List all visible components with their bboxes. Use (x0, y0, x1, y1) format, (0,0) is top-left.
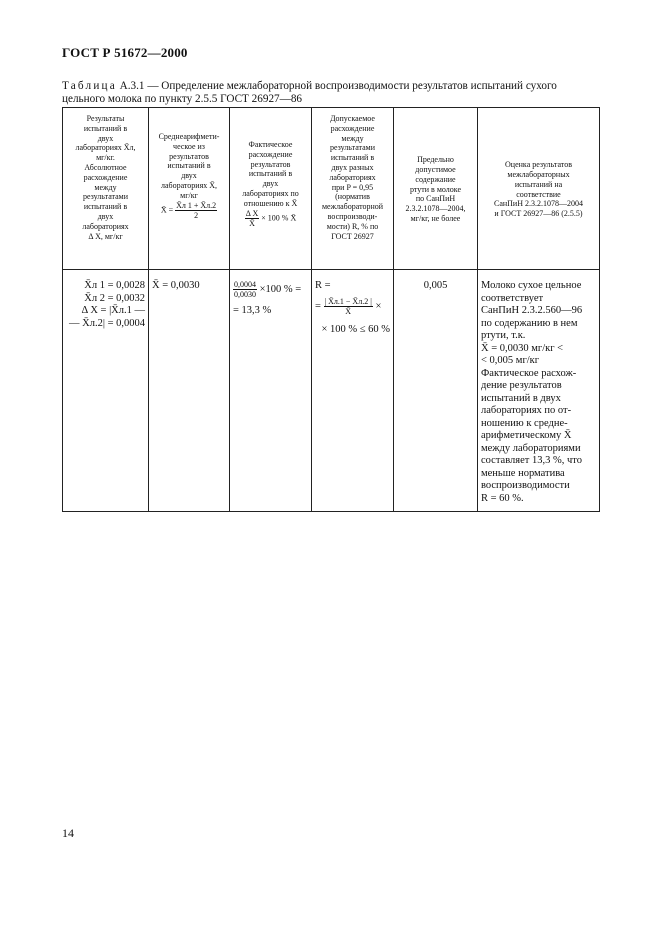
header-col-mean (149, 108, 230, 270)
table-header-row (63, 108, 600, 270)
limit-value: 0,005 (423, 280, 448, 291)
diff-formula (232, 209, 309, 228)
fraction-denominator: 0,0030 (234, 290, 256, 299)
header-text: испытаний в (83, 202, 128, 212)
assessment-line: СанПиН 2.3.2.560—96 (481, 305, 583, 316)
assessment-line: дение результатов (481, 380, 562, 391)
header-text: испытаний в (248, 169, 293, 179)
header-text: межлабораторной (321, 202, 384, 212)
header-text: лабораториях по (242, 188, 299, 198)
diff-calc-fraction (233, 280, 257, 299)
header-text: 2.3.2.1078—2004, (405, 204, 466, 214)
header-text: ртути в молоке (409, 184, 462, 194)
r-times: × (375, 300, 382, 312)
header-text: межлабораторных (507, 169, 570, 179)
header-text: результатов (250, 159, 291, 169)
assessment-line: Молоко сухое цельное (481, 280, 582, 291)
formula-rest: × 100 % X̄ (261, 212, 297, 222)
cell-assessment (478, 270, 600, 512)
fraction-denominator: 2 (194, 210, 199, 220)
header-text: мг/кг. (96, 153, 115, 163)
header-text: ГОСТ 26927 (331, 231, 374, 241)
header-col-actual-diff (230, 108, 312, 270)
mean-fraction (175, 201, 217, 220)
header-text: Результаты (86, 114, 125, 123)
header-text: расхождение (248, 149, 293, 159)
header-text: результатами (329, 143, 376, 153)
header-text: отношению к X̄ (243, 198, 298, 208)
header-text: Абсолютное (84, 162, 127, 172)
assessment-line: воспроизводимости (481, 480, 570, 491)
assessment-line: арифметическому X̄ (481, 430, 572, 441)
header-col-limit (394, 108, 478, 270)
header-text: (норматив (335, 192, 370, 202)
header-text: испытаний на (514, 179, 563, 189)
header-text: допустимое (415, 165, 456, 174)
assessment-line: ношению к средне- (481, 417, 568, 429)
result-lab2: X̄л 2 = 0,0032 (84, 292, 145, 304)
header-text: и ГОСТ 26927—86 (2.5.5) (494, 209, 583, 219)
fraction-denominator: X̄ (345, 306, 352, 316)
header-text: Δ X, мг/кг (88, 231, 123, 241)
header-text: Фактическое (248, 140, 293, 149)
header-text: испытаний в (83, 123, 128, 133)
fraction-denominator: X̄ (249, 218, 255, 228)
header-col-results (63, 108, 149, 270)
header-text: Допускаемое (330, 114, 375, 123)
header-text: двух (97, 133, 114, 143)
header-text: лабораториях (82, 221, 129, 231)
diff-result: = 13,3 % (233, 305, 272, 316)
fraction-numerator: Δ X (245, 208, 259, 218)
header-text: мости) R, % по (326, 221, 379, 231)
assessment-line: по содержанию в нем (481, 317, 578, 329)
table-caption (62, 80, 602, 106)
cell-results (63, 270, 149, 512)
assessment-line: испытаний в двух (481, 392, 561, 404)
header-text: СанПиН 2.3.2.1078—2004 (493, 199, 583, 209)
r-label: R = (315, 280, 331, 291)
fraction-numerator: | X̄л.1 − X̄л.2 | (324, 296, 372, 306)
diff-calc-rest: ×100 % = (259, 283, 302, 295)
assessment-line: < 0,005 мг/кг (481, 355, 540, 366)
cell-limit (394, 270, 478, 512)
header-col-allowed-diff (312, 108, 394, 270)
diff-fraction (245, 209, 259, 228)
assessment-line: лабораториях по от- (481, 405, 572, 416)
header-text: мг/кг (180, 190, 198, 200)
header-text: испытаний в (330, 153, 375, 163)
r-formula (315, 297, 390, 316)
header-text: воспроизводи- (327, 211, 378, 221)
header-text: ческое из (173, 141, 205, 151)
header-text: между (94, 182, 117, 192)
assessment-line: меньше норматива (481, 467, 565, 479)
caption-label: Таблица (62, 80, 117, 92)
assessment-line: ртути, т.к. (481, 330, 526, 341)
r-eq: = (315, 300, 321, 312)
assessment-line: R = 60 %. (481, 492, 524, 504)
assessment-line: Фактическое расхож- (481, 367, 577, 379)
header-text: двух разных (331, 162, 374, 172)
header-text: при P = 0,95 (331, 182, 374, 192)
header-text: двух (97, 211, 114, 221)
r-fraction (324, 297, 373, 316)
formula-lhs: X̄ = (160, 204, 174, 214)
fraction-numerator: X̄л 1 + X̄л.2 (176, 200, 217, 210)
cell-mean (149, 270, 230, 512)
assessment-line: X̄ = 0,0030 мг/кг < (481, 342, 564, 354)
assessment-line: составляет 13,3 %, что (481, 455, 582, 466)
header-text: двух (262, 179, 279, 189)
result-lab1: X̄л 1 = 0,0028 (84, 280, 145, 291)
document-header: ГОСТ Р 51672—2000 (62, 45, 188, 60)
assessment-line: соответствует (481, 292, 544, 304)
header-col-assessment (478, 108, 600, 270)
header-text: результатов (169, 151, 209, 161)
header-text: содержание (415, 174, 456, 184)
header-text: двух (181, 171, 197, 181)
header-text: соответствие (516, 189, 561, 199)
cell-actual-diff (230, 270, 312, 512)
header-text: по СанПиН (415, 194, 456, 204)
header-text: испытаний в (167, 161, 211, 171)
header-text: лабораториях X̄, (160, 180, 218, 190)
header-text: Предельно (417, 155, 454, 165)
r-limit: × 100 % ≤ 60 % (321, 323, 390, 335)
header-text: расхождение (330, 123, 375, 133)
header-text: Среднеарифмети- (158, 132, 220, 141)
header-text: между (341, 133, 364, 143)
abs-diff-line2: — X̄л.2| = 0,0004 (69, 317, 145, 329)
mean-formula (151, 201, 227, 220)
page-number: 14 (62, 826, 74, 840)
abs-diff-line1: Δ X = |X̄л.1 — (81, 305, 145, 316)
fraction-numerator: 0,0004 (234, 280, 256, 289)
header-text: лабораториях (329, 172, 376, 182)
header-text: Оценка результатов (505, 160, 572, 170)
header-text: результатами (82, 192, 129, 202)
mean-value: X̄ = 0,0030 (152, 280, 200, 291)
assessment-line: между лабораториями (481, 442, 581, 454)
caption-text: А.3.1 — Определение межлабораторной воспроизводимости результатов испытаний сухого цельного молока по пункту 2.5.5 ГОСТ 26927—86 (62, 80, 557, 105)
cell-allowed-diff (312, 270, 394, 512)
header-text: мг/кг, не более (410, 213, 461, 223)
header-text: лабораториях X̄л, (75, 143, 136, 153)
table-row (63, 270, 600, 512)
diff-calc (233, 280, 308, 299)
reproducibility-table (62, 107, 600, 512)
header-text: расхождение (83, 172, 128, 182)
